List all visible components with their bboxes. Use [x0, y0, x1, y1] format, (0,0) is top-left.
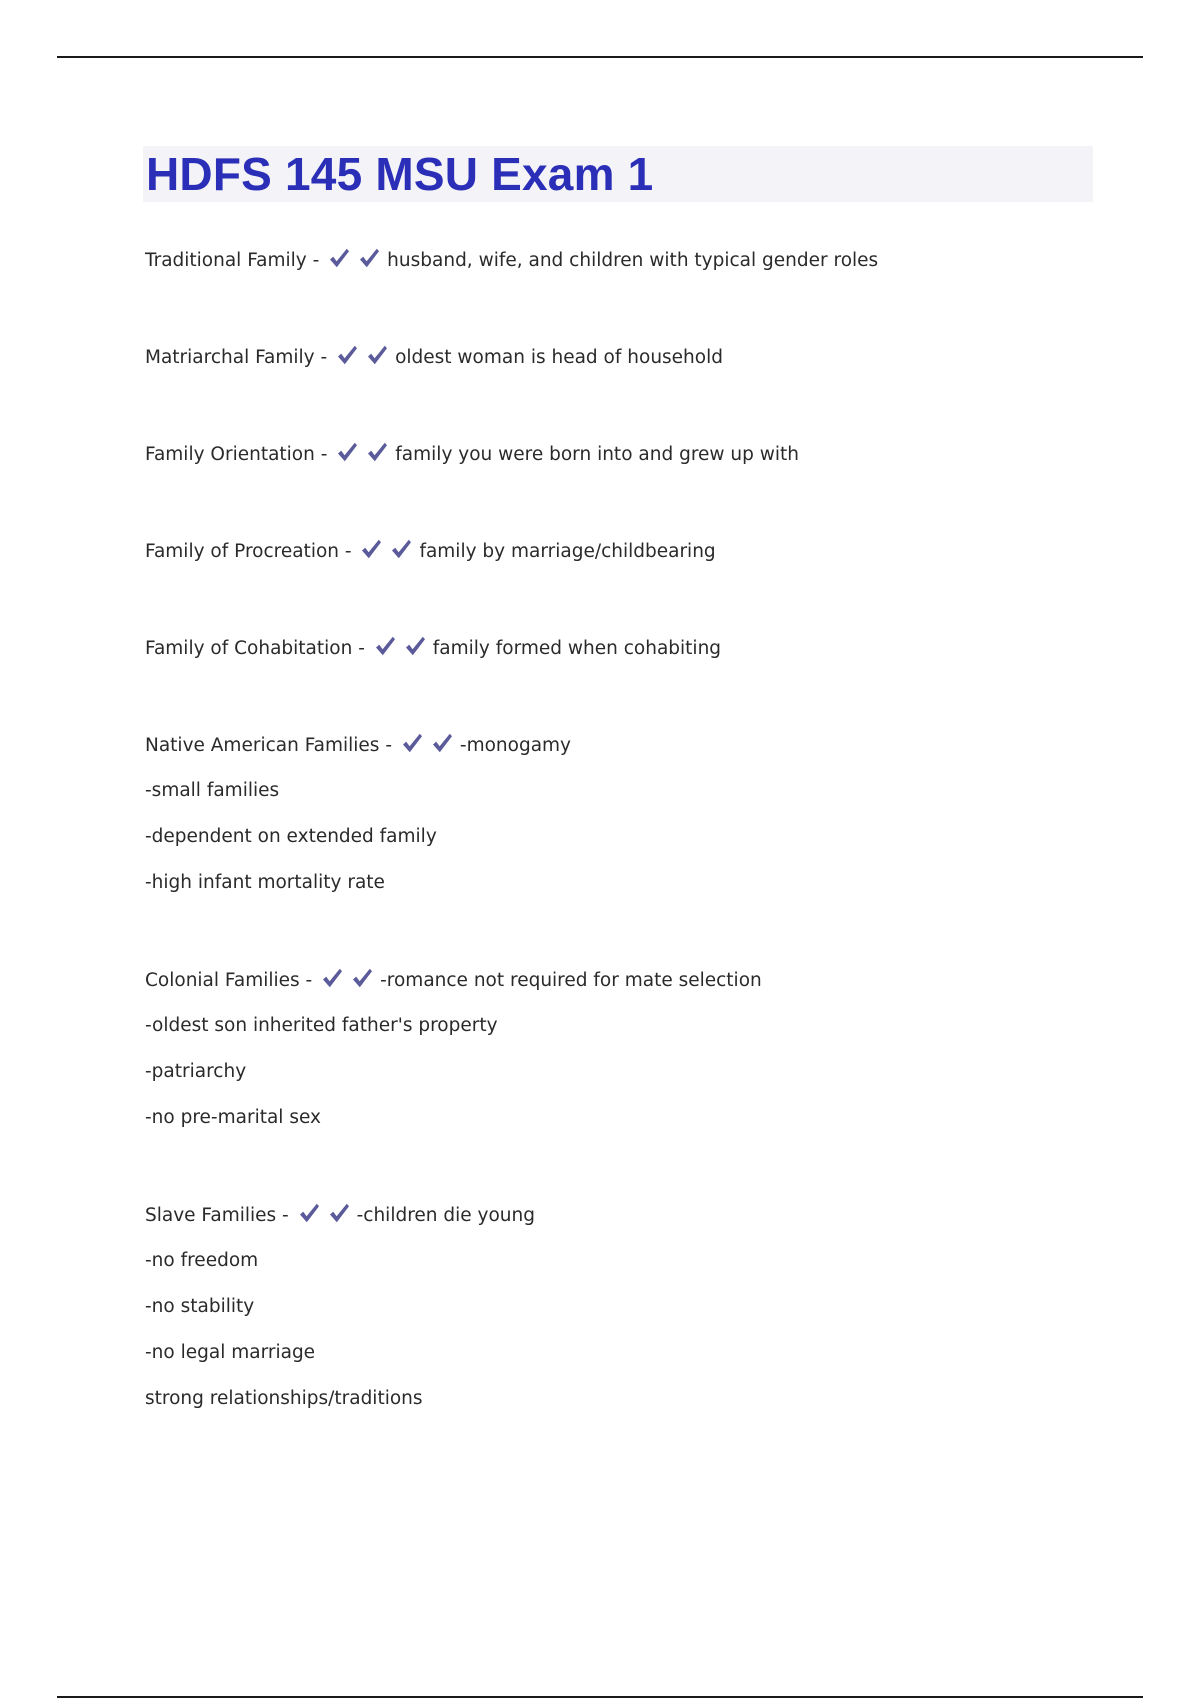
- entry-detail-line: -small families: [145, 780, 280, 801]
- document-title: HDFS 145 MSU Exam 1: [146, 148, 654, 200]
- flashcard-entry: [145, 966, 1105, 1131]
- entry-detail-line: -patriarchy: [145, 1061, 247, 1082]
- entry-first-line: [145, 966, 1105, 993]
- checkmark-icon: [365, 440, 389, 464]
- entry-definition: husband, wife, and children with typical gender roles: [387, 250, 879, 271]
- entry-detail-line: -no pre-marital sex: [145, 1107, 321, 1128]
- entry-definition: family you were born into and grew up with: [395, 444, 800, 465]
- entry-definition: family formed when cohabiting: [432, 638, 722, 659]
- flashcard-entry: [145, 343, 1105, 370]
- flashcard-list: [145, 246, 1105, 1482]
- entry-first-line: [145, 343, 1105, 370]
- entry-term: Matriarchal Family: [145, 347, 315, 368]
- entry-term: Family Orientation: [145, 444, 315, 465]
- header-rule: [57, 56, 1143, 58]
- double-check-icons: [400, 731, 454, 755]
- term-separator: -: [299, 970, 319, 991]
- entry-first-line: [145, 440, 1105, 467]
- title-band: [143, 146, 1093, 202]
- term-separator: -: [314, 347, 334, 368]
- double-check-icons: [359, 537, 413, 561]
- entry-first-line: [145, 537, 1105, 564]
- entry-term: Slave Families: [145, 1205, 277, 1226]
- flashcard-entry: [145, 246, 1105, 273]
- double-check-icons: [335, 343, 389, 367]
- entry-detail-line: -oldest son inherited father's property: [145, 1015, 498, 1036]
- double-check-icons: [373, 634, 427, 658]
- entry-definition: family by marriage/childbearing: [419, 541, 716, 562]
- entry-term: Colonial Families: [145, 970, 300, 991]
- entry-first-line: [145, 246, 1105, 273]
- entry-detail-line: -high infant mortality rate: [145, 872, 385, 893]
- term-separator: -: [339, 541, 358, 562]
- entry-definition: -monogamy: [459, 735, 571, 756]
- entry-first-line: [145, 1201, 1105, 1228]
- term-separator: -: [306, 250, 326, 271]
- flashcard-entry: [145, 634, 1105, 661]
- flashcard-entry: [145, 1201, 1105, 1412]
- double-check-icons: [320, 966, 374, 990]
- flashcard-entry: [145, 537, 1105, 564]
- checkmark-icon: [430, 731, 454, 755]
- checkmark-icon: [373, 634, 397, 658]
- checkmark-icon: [357, 246, 381, 270]
- checkmark-icon: [365, 343, 389, 367]
- checkmark-icon: [350, 966, 374, 990]
- entry-detail-line: -no legal marriage: [145, 1342, 316, 1363]
- checkmark-icon: [297, 1201, 321, 1225]
- entry-first-line: [145, 634, 1105, 661]
- checkmark-icon: [335, 343, 359, 367]
- flashcard-entry: [145, 440, 1105, 467]
- entry-first-line: [145, 731, 1105, 758]
- entry-term: Family of Procreation: [145, 541, 339, 562]
- entry-term: Traditional Family: [145, 250, 307, 271]
- entry-detail-line: -no freedom: [145, 1250, 259, 1271]
- term-separator: -: [314, 444, 334, 465]
- checkmark-icon: [403, 634, 427, 658]
- checkmark-icon: [400, 731, 424, 755]
- entry-definition: -romance not required for mate selection: [380, 970, 762, 991]
- checkmark-icon: [320, 966, 344, 990]
- flashcard-entry: [145, 731, 1105, 896]
- entry-term: Native American Families: [145, 735, 380, 756]
- term-separator: -: [379, 735, 398, 756]
- entry-detail-line: strong relationships/traditions: [145, 1388, 423, 1409]
- footer-rule: [57, 1696, 1143, 1698]
- entry-definition: -children die young: [356, 1205, 535, 1226]
- checkmark-icon: [335, 440, 359, 464]
- entry-term: Family of Cohabitation: [145, 638, 353, 659]
- checkmark-icon: [327, 246, 351, 270]
- entry-detail-line: -no stability: [145, 1296, 255, 1317]
- double-check-icons: [335, 440, 389, 464]
- term-separator: -: [352, 638, 371, 659]
- checkmark-icon: [359, 537, 383, 561]
- term-separator: -: [276, 1205, 295, 1226]
- checkmark-icon: [327, 1201, 351, 1225]
- entry-definition: oldest woman is head of household: [395, 347, 723, 368]
- double-check-icons: [297, 1201, 351, 1225]
- double-check-icons: [327, 246, 381, 270]
- entry-detail-line: -dependent on extended family: [145, 826, 437, 847]
- checkmark-icon: [389, 537, 413, 561]
